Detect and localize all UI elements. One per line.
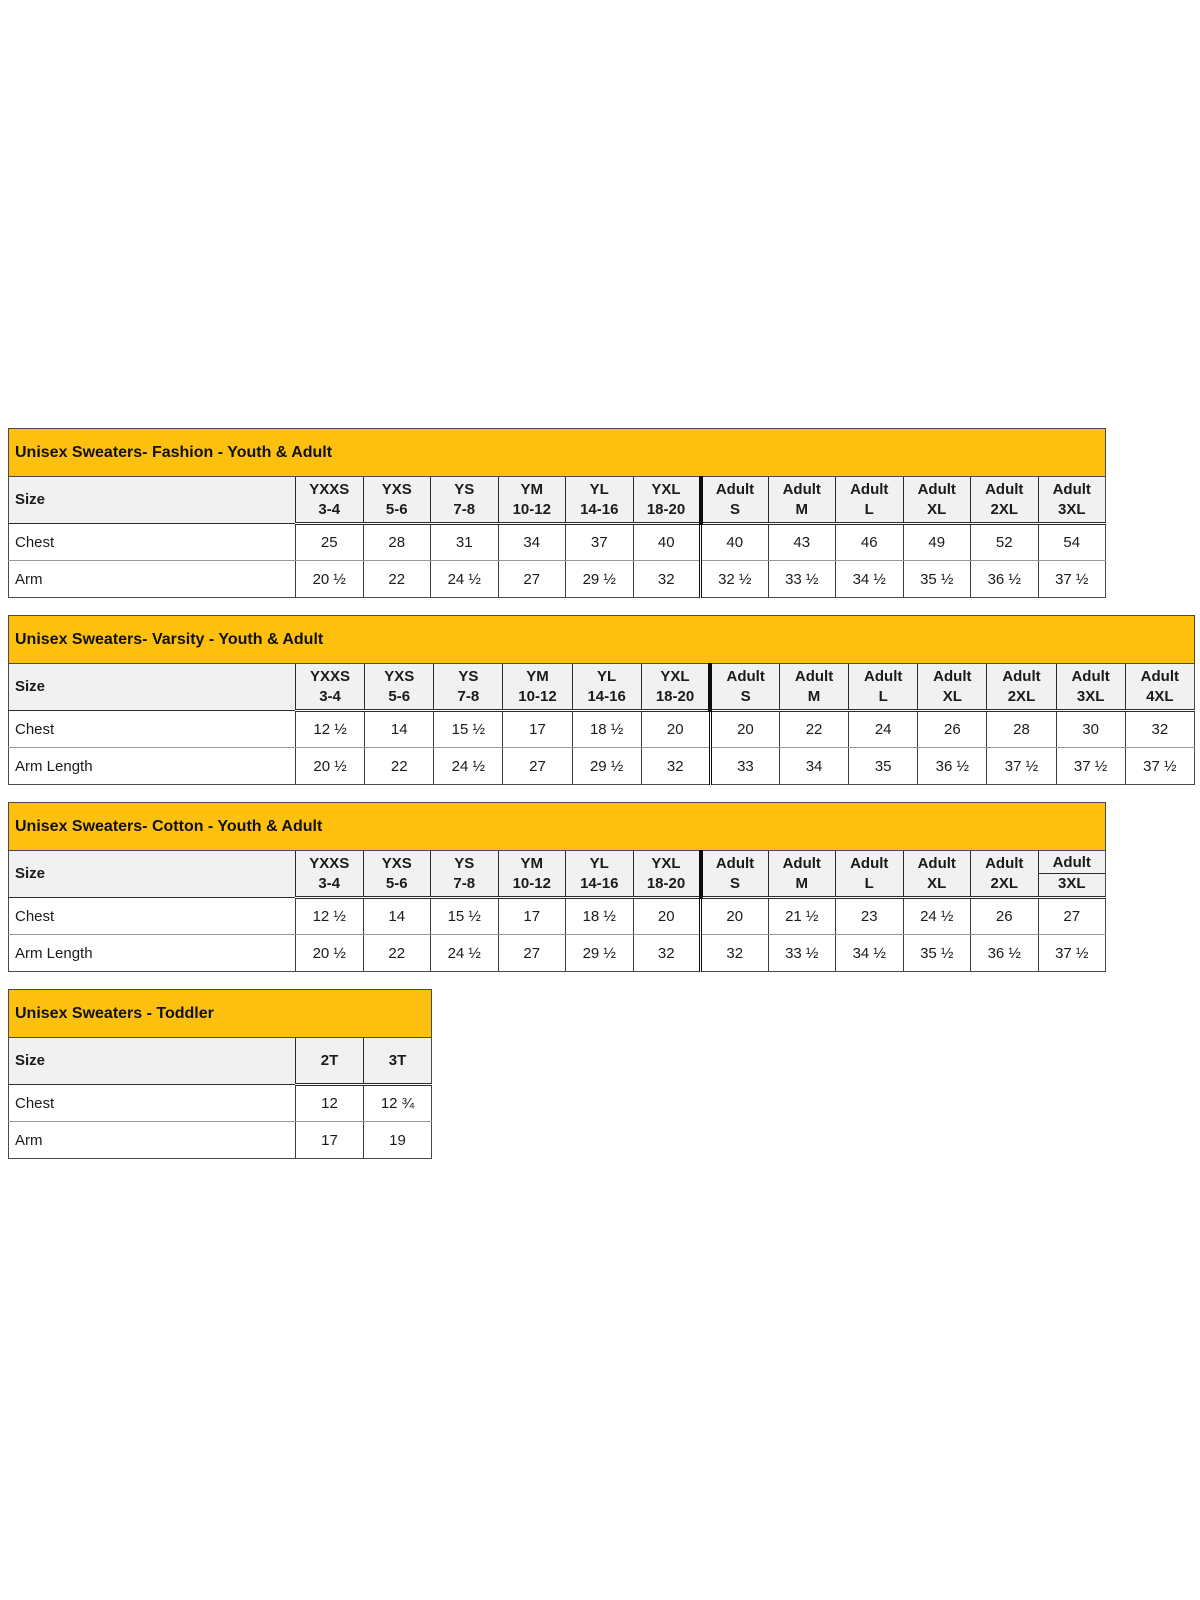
- column-header: [987, 664, 1056, 711]
- column-header: [903, 477, 971, 524]
- size-header-label: Size: [9, 851, 296, 898]
- column-header: [701, 851, 769, 898]
- column-header-line1: YS: [458, 667, 479, 685]
- size-value: 29 ½: [572, 748, 641, 785]
- column-header: [633, 477, 701, 524]
- column-header-line2: S: [740, 687, 751, 705]
- size-value: 52: [971, 524, 1039, 561]
- column-header: [1038, 477, 1106, 524]
- column-header-line2: 3XL: [1057, 875, 1086, 892]
- size-value: 22: [779, 711, 848, 748]
- column-header-line1: Adult: [850, 480, 889, 498]
- size-value: 54: [1038, 524, 1106, 561]
- size-chart-table-cotton: [8, 802, 1106, 972]
- size-value: 37 ½: [1038, 561, 1106, 598]
- size-value: 25: [296, 524, 364, 561]
- size-value: 23: [836, 898, 904, 935]
- column-header-line2: 18-20: [646, 500, 686, 518]
- size-value: 17: [296, 1122, 364, 1159]
- column-header: [365, 664, 434, 711]
- size-value: 15 ½: [431, 898, 499, 935]
- size-value: 20: [641, 711, 710, 748]
- column-header-line2: 2XL: [990, 500, 1018, 518]
- size-value: 43: [768, 524, 836, 561]
- column-header: [498, 477, 566, 524]
- size-value: 12 ½: [296, 711, 365, 748]
- table-title-row: [9, 990, 432, 1038]
- column-header-line2: XL: [927, 874, 947, 892]
- row-label: Arm Length: [9, 935, 296, 972]
- size-value: 17: [498, 898, 566, 935]
- column-header-line2: 7-8: [453, 874, 476, 892]
- column-header-line1: YXL: [651, 854, 681, 872]
- column-header-line2: L: [878, 687, 888, 705]
- column-header: [296, 664, 365, 711]
- column-header-line1: YM: [526, 667, 549, 685]
- column-header: [434, 664, 503, 711]
- column-header-line1: Adult: [726, 667, 765, 685]
- column-header: [431, 851, 499, 898]
- size-value: 40: [701, 524, 769, 561]
- size-value: 29 ½: [566, 935, 634, 972]
- column-header-line1: YS: [454, 480, 475, 498]
- column-header: [364, 1038, 432, 1085]
- column-header-line2: 14-16: [587, 687, 626, 705]
- size-value: 24 ½: [903, 898, 971, 935]
- column-header: [296, 1038, 364, 1085]
- column-header-line2: 3XL: [1057, 500, 1086, 518]
- size-value: 20: [701, 898, 769, 935]
- size-value: 37: [566, 524, 634, 561]
- measurement-row: [9, 935, 1106, 972]
- size-value: 20: [710, 711, 779, 748]
- column-header-line2: 3XL: [1076, 687, 1105, 705]
- column-header-line1: YXS: [381, 480, 412, 498]
- column-header-line1: YXS: [384, 667, 415, 685]
- column-header-line1: Adult: [1002, 667, 1041, 685]
- column-header-line2: 5-6: [388, 687, 411, 705]
- size-value: 24 ½: [431, 561, 499, 598]
- column-header: [971, 851, 1039, 898]
- column-header: [431, 477, 499, 524]
- size-value: 34: [498, 524, 566, 561]
- size-value: 32: [641, 748, 710, 785]
- size-value: 35: [849, 748, 918, 785]
- size-value: 22: [365, 748, 434, 785]
- size-chart-table-toddler: [8, 989, 432, 1159]
- size-value: 35 ½: [903, 561, 971, 598]
- column-header-line2: XL: [942, 687, 962, 705]
- column-header-line2: 7-8: [457, 687, 480, 705]
- column-header-line1: Adult: [715, 480, 755, 498]
- size-value: 34 ½: [836, 561, 904, 598]
- column-header: [918, 664, 987, 711]
- size-charts: [8, 428, 1195, 1176]
- size-value: 20 ½: [296, 561, 364, 598]
- column-header-line1: Adult: [1071, 667, 1110, 685]
- size-value: 19: [364, 1122, 432, 1159]
- size-value: 34 ½: [836, 935, 904, 972]
- column-header-line2: 2XL: [1007, 687, 1036, 705]
- column-header-line2: M: [807, 687, 821, 705]
- column-header-line1: Adult: [917, 854, 956, 872]
- column-header-line2: 3-4: [318, 874, 341, 892]
- column-header-line2: 10-12: [512, 500, 551, 518]
- size-value: 27: [503, 748, 572, 785]
- column-header-line1: YL: [589, 854, 609, 872]
- column-header-line2: S: [729, 874, 740, 892]
- column-header: [1125, 664, 1194, 711]
- size-value: 15 ½: [434, 711, 503, 748]
- column-header-line2: 14-16: [580, 874, 619, 892]
- column-header-line2: 10-12: [512, 874, 551, 892]
- size-value: 49: [903, 524, 971, 561]
- column-header-line1: Adult: [864, 667, 903, 685]
- column-header: [779, 664, 848, 711]
- column-header-line1: YL: [589, 480, 609, 498]
- column-header: [903, 851, 971, 898]
- size-value: 14: [365, 711, 434, 748]
- size-value: 17: [503, 711, 572, 748]
- size-value: 27: [1038, 898, 1106, 935]
- column-header: [849, 664, 918, 711]
- size-value: 37 ½: [1125, 748, 1194, 785]
- table-title-row: [9, 616, 1195, 664]
- column-header-line2: 5-6: [385, 500, 408, 518]
- row-label: Chest: [9, 524, 296, 561]
- column-header-line2: 5-6: [385, 874, 408, 892]
- column-header: [566, 851, 634, 898]
- size-value: 26: [971, 898, 1039, 935]
- size-value: 46: [836, 524, 904, 561]
- column-header: [296, 851, 364, 898]
- size-value: 33: [710, 748, 779, 785]
- column-header: [971, 477, 1039, 524]
- column-header-line1: YXXS: [310, 667, 351, 685]
- column-header: [1038, 851, 1106, 898]
- size-header-row: [9, 1038, 432, 1085]
- size-value: 32: [633, 935, 701, 972]
- size-value: 22: [363, 935, 431, 972]
- column-header: [503, 664, 572, 711]
- column-header: [1056, 664, 1125, 711]
- column-header-line2: 7-8: [453, 500, 476, 518]
- size-header-label: Size: [9, 1038, 296, 1085]
- size-value: 28: [987, 711, 1056, 748]
- column-header: [768, 851, 836, 898]
- column-header-line1: YXS: [381, 854, 412, 872]
- column-header-line1: YXXS: [309, 480, 350, 498]
- size-value: 24: [849, 711, 918, 748]
- measurement-row: [9, 1085, 432, 1122]
- size-header-label: Size: [9, 664, 296, 711]
- table-title: Unisex Sweaters - Toddler: [9, 990, 432, 1038]
- size-value: 32: [701, 935, 769, 972]
- column-header-line1: Adult: [794, 667, 834, 685]
- size-value: 27: [498, 935, 566, 972]
- column-header-line1: Adult: [1052, 480, 1091, 498]
- column-header-line2: 10-12: [518, 687, 557, 705]
- column-header-line1: YS: [454, 854, 475, 872]
- column-header-line2: M: [795, 500, 808, 518]
- row-label: Arm Length: [9, 748, 296, 785]
- column-header: [836, 477, 904, 524]
- column-header-line1: Adult: [850, 854, 889, 872]
- column-header-line1: Adult: [715, 854, 755, 872]
- column-header-line1: YXL: [651, 480, 681, 498]
- column-header: [363, 851, 431, 898]
- column-header-line1: YM: [520, 480, 543, 498]
- column-header-line1: Adult: [1140, 667, 1179, 685]
- size-value: 37 ½: [1056, 748, 1125, 785]
- column-header: [768, 477, 836, 524]
- column-header: [296, 477, 364, 524]
- size-value: 12: [296, 1085, 364, 1122]
- size-value: 40: [633, 524, 701, 561]
- size-value: 12 ¾: [364, 1085, 432, 1122]
- measurement-row: [9, 561, 1106, 598]
- column-header-line2: 3-4: [318, 500, 341, 518]
- column-header-line1: Adult: [782, 854, 821, 872]
- column-header-line1: YXXS: [309, 854, 350, 872]
- column-header: [710, 664, 779, 711]
- measurement-row: [9, 524, 1106, 561]
- column-header: [836, 851, 904, 898]
- column-header-line2: M: [795, 874, 808, 892]
- column-header-line1: YM: [520, 854, 543, 872]
- size-chart-table-varsity: [8, 615, 1195, 785]
- column-header-line1: Adult: [782, 480, 821, 498]
- table-title: Unisex Sweaters- Varsity - Youth & Adult: [9, 616, 1195, 664]
- column-header-line2: S: [729, 500, 740, 518]
- row-label: Chest: [9, 1085, 296, 1122]
- size-value: 18 ½: [572, 711, 641, 748]
- column-header: [633, 851, 701, 898]
- size-value: 33 ½: [768, 561, 836, 598]
- row-label: Chest: [9, 711, 296, 748]
- table-title: Unisex Sweaters- Fashion - Youth & Adult: [9, 429, 1106, 477]
- column-header-line1: Adult: [933, 667, 972, 685]
- column-header-line2: 14-16: [580, 500, 619, 518]
- column-header-line1: 2T: [320, 1051, 339, 1069]
- size-value: 20 ½: [296, 935, 364, 972]
- measurement-row: [9, 898, 1106, 935]
- column-header-line1: Adult: [1039, 853, 1106, 874]
- table-title: Unisex Sweaters- Cotton - Youth & Adult: [9, 803, 1106, 851]
- row-label: Chest: [9, 898, 296, 935]
- column-header-line2: 18-20: [655, 687, 695, 705]
- size-value: 36 ½: [918, 748, 987, 785]
- column-header-line1: YL: [597, 667, 617, 685]
- column-header-line2: 18-20: [646, 874, 686, 892]
- size-value: 24 ½: [434, 748, 503, 785]
- table-title-row: [9, 803, 1106, 851]
- column-header: [572, 664, 641, 711]
- size-value: 21 ½: [768, 898, 836, 935]
- size-value: 33 ½: [768, 935, 836, 972]
- measurement-row: [9, 748, 1195, 785]
- size-header-label: Size: [9, 477, 296, 524]
- size-value: 36 ½: [971, 561, 1039, 598]
- size-value: 30: [1056, 711, 1125, 748]
- size-value: 22: [363, 561, 431, 598]
- column-header: [641, 664, 710, 711]
- column-header-line2: 3-4: [319, 687, 341, 705]
- size-value: 28: [363, 524, 431, 561]
- column-header: [363, 477, 431, 524]
- column-header: [566, 477, 634, 524]
- size-header-row: [9, 851, 1106, 898]
- size-value: 18 ½: [566, 898, 634, 935]
- column-header-line1: Adult: [985, 854, 1024, 872]
- size-value: 32: [633, 561, 701, 598]
- size-value: 20 ½: [296, 748, 365, 785]
- column-header: [498, 851, 566, 898]
- size-value: 26: [918, 711, 987, 748]
- size-value: 24 ½: [431, 935, 499, 972]
- size-value: 32 ½: [701, 561, 769, 598]
- column-header-line1: YXL: [660, 667, 690, 685]
- column-header-line2: 2XL: [990, 874, 1018, 892]
- size-value: 34: [779, 748, 848, 785]
- size-value: 29 ½: [566, 561, 634, 598]
- size-value: 35 ½: [903, 935, 971, 972]
- table-title-row: [9, 429, 1106, 477]
- measurement-row: [9, 1122, 432, 1159]
- size-value: 27: [498, 561, 566, 598]
- size-header-row: [9, 664, 1195, 711]
- size-value: 31: [431, 524, 499, 561]
- column-header-line2: 4XL: [1146, 687, 1174, 705]
- column-header-line2: L: [864, 500, 874, 518]
- column-header: [701, 477, 769, 524]
- size-header-row: [9, 477, 1106, 524]
- column-header-line2: L: [864, 874, 874, 892]
- column-header-line1: 3T: [388, 1051, 407, 1069]
- row-label: Arm: [9, 561, 296, 598]
- size-chart-table-fashion: [8, 428, 1106, 598]
- column-header-line2: XL: [927, 500, 947, 518]
- size-value: 37 ½: [1038, 935, 1106, 972]
- size-value: 36 ½: [971, 935, 1039, 972]
- size-value: 37 ½: [987, 748, 1056, 785]
- column-header-line1: Adult: [917, 480, 956, 498]
- row-label: Arm: [9, 1122, 296, 1159]
- size-value: 12 ½: [296, 898, 364, 935]
- size-value: 20: [633, 898, 701, 935]
- size-value: 14: [363, 898, 431, 935]
- size-value: 32: [1125, 711, 1194, 748]
- column-header-line1: Adult: [985, 480, 1024, 498]
- measurement-row: [9, 711, 1195, 748]
